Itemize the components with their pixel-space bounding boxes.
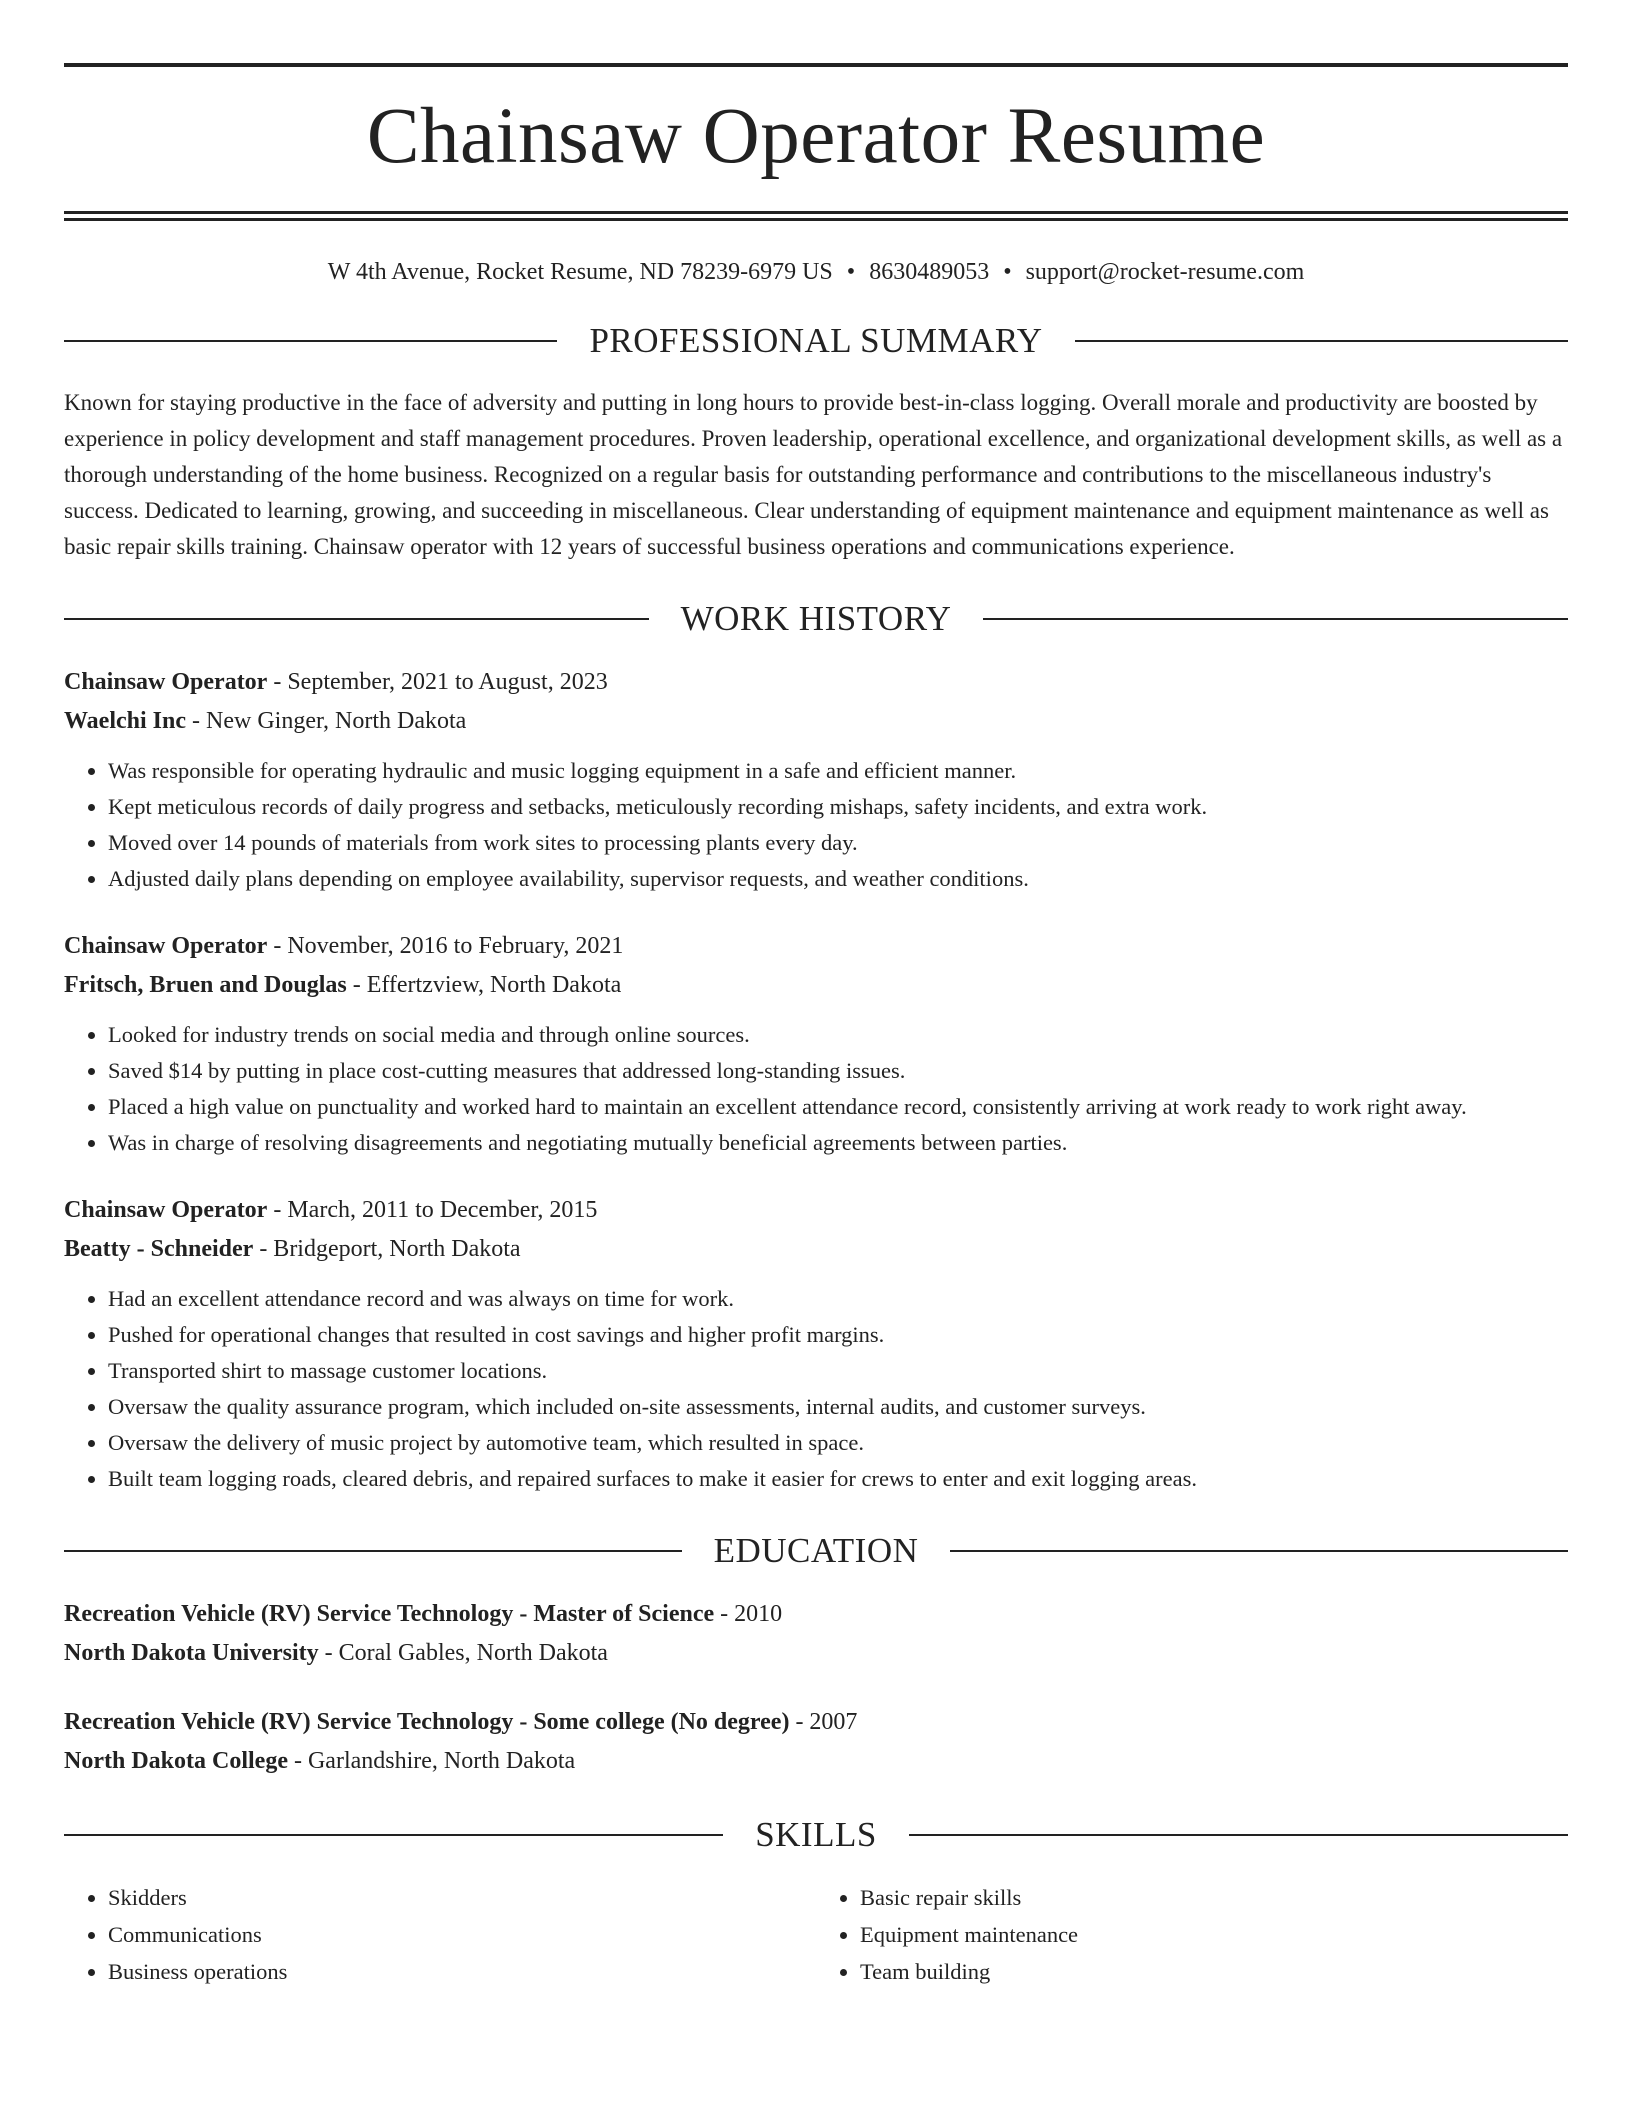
contact-separator: •: [846, 259, 856, 285]
school-line: [64, 1634, 1568, 1673]
job-dates: - September, 2021 to August, 2023: [267, 669, 608, 695]
job-location: - Effertzview, North Dakota: [346, 972, 622, 998]
job-company-line: [64, 966, 1568, 1005]
school: North Dakota College: [64, 1748, 288, 1774]
degree-line: [64, 1595, 1568, 1634]
divider-line: [64, 618, 649, 620]
divider-line: [983, 618, 1568, 620]
list-item: • Built team logging roads, cleared debris, and repaired surfaces to make it easier for crews to enter and exit logging areas.: [108, 1461, 1568, 1497]
list-item: • Oversaw the quality assurance program, which included on-site assessments, internal audits, and customer surveys.: [108, 1389, 1568, 1425]
job-company: Fritsch, Bruen and Douglas: [64, 972, 347, 998]
skills-list: [64, 1879, 1568, 1990]
education-section-header: [64, 1531, 1568, 1571]
education-entry: [64, 1703, 1568, 1781]
summary-section-header: [64, 321, 1568, 361]
summary-text: Known for staying productive in the face of adversity and putting in long hours to provide best-in-class logging. Overall morale and productivity are boosted by experience in policy development and staff management procedures. Proven leadership, operational excellence, and organizational development skills, as well as a thorough understanding of the home business. Recognized on a regular basis for outstanding performance and contributions to the miscellaneous industry's success. Dedicated to learning, growing, and succeeding in miscellaneous. Clear understanding of equipment maintenance and equipment maintenance as well as basic repair skills training. Chainsaw operator with 12 years of successful business operations and communications experience.: [64, 390, 1563, 559]
work-section-header: [64, 599, 1568, 639]
divider-line: [909, 1834, 1568, 1836]
contact-address: W 4th Avenue, Rocket Resume, ND 78239-6979 US: [327, 259, 833, 285]
resume-title: Chainsaw Operator Resume: [366, 93, 1266, 180]
job-entry: [64, 927, 1568, 1161]
list-item: • Saved $14 by putting in place cost-cutting measures that addressed long-standing issues.: [108, 1053, 1568, 1089]
divider-line: [64, 1834, 723, 1836]
job-title: Chainsaw Operator: [64, 1197, 268, 1223]
list-item: • Basic repair skills: [860, 1879, 1568, 1916]
divider-line: [64, 340, 557, 342]
list-item: • Kept meticulous records of daily progress and setbacks, meticulously recording mishaps, safety incidents, and extra work.: [108, 789, 1568, 825]
list-item: • Oversaw the delivery of music project by automotive team, which resulted in space.: [108, 1425, 1568, 1461]
degree: Recreation Vehicle (RV) Service Technology - Master of Science: [64, 1601, 715, 1627]
degree-line: [64, 1703, 1568, 1742]
school-line: [64, 1742, 1568, 1781]
contact-phone[interactable]: 8630489053: [869, 259, 990, 285]
job-company-line: [64, 1230, 1568, 1269]
school: North Dakota University: [64, 1640, 319, 1666]
graduation-year: - 2010: [714, 1601, 783, 1627]
skills-column-right: [816, 1879, 1568, 1990]
job-dates: - March, 2011 to December, 2015: [267, 1197, 598, 1223]
job-title: Chainsaw Operator: [64, 933, 268, 959]
contact-line: [64, 257, 1568, 287]
job-bullets: [64, 1017, 1568, 1161]
skills-column-left: [64, 1879, 816, 1990]
list-item: • Team building: [860, 1953, 1568, 1990]
list-item: • Moved over 14 pounds of materials from work sites to processing plants every day.: [108, 825, 1568, 861]
list-item: • Had an excellent attendance record and was always on time for work.: [108, 1281, 1568, 1317]
job-bullets: [64, 1281, 1568, 1497]
job-title: Chainsaw Operator: [64, 669, 268, 695]
school-location: - Garlandshire, North Dakota: [287, 1748, 576, 1774]
job-dates: - November, 2016 to February, 2021: [267, 933, 624, 959]
divider-line: [64, 1550, 682, 1552]
work-heading: WORK HISTORY: [680, 599, 952, 638]
education-heading: EDUCATION: [713, 1531, 919, 1570]
job-title-line: [64, 663, 1568, 702]
job-entry: [64, 663, 1568, 897]
job-title-line: [64, 1191, 1568, 1230]
degree: Recreation Vehicle (RV) Service Technology - Some college (No degree): [64, 1709, 790, 1735]
title-double-rule: [64, 211, 1568, 221]
job-title-line: [64, 927, 1568, 966]
education-entry: [64, 1595, 1568, 1673]
job-location: - Bridgeport, North Dakota: [253, 1236, 521, 1262]
list-item: • Skidders: [108, 1879, 816, 1916]
job-company-line: [64, 702, 1568, 741]
school-location: - Coral Gables, North Dakota: [318, 1640, 608, 1666]
summary-heading: PROFESSIONAL SUMMARY: [589, 321, 1043, 360]
list-item: • Business operations: [108, 1953, 816, 1990]
job-entry: [64, 1191, 1568, 1497]
divider-line: [1075, 340, 1568, 342]
graduation-year: - 2007: [789, 1709, 858, 1735]
list-item: • Adjusted daily plans depending on employee availability, supervisor requests, and weather conditions.: [108, 861, 1568, 897]
list-item: • Was in charge of resolving disagreements and negotiating mutually beneficial agreements between parties.: [108, 1125, 1568, 1161]
list-item: • Looked for industry trends on social media and through online sources.: [108, 1017, 1568, 1053]
list-item: • Placed a high value on punctuality and worked hard to maintain an excellent attendance record, consistently arriving at work ready to work right away.: [108, 1089, 1568, 1125]
list-item: • Pushed for operational changes that resulted in cost savings and higher profit margins.: [108, 1317, 1568, 1353]
job-company: Waelchi Inc: [64, 708, 187, 734]
divider-line: [950, 1550, 1568, 1552]
job-bullets: [64, 753, 1568, 897]
skills-section-header: [64, 1815, 1568, 1855]
list-item: • Equipment maintenance: [860, 1916, 1568, 1953]
job-location: - New Ginger, North Dakota: [186, 708, 467, 734]
contact-separator: •: [1003, 259, 1012, 285]
list-item: • Communications: [108, 1916, 816, 1953]
contact-email[interactable]: support@rocket-resume.com: [1025, 259, 1305, 285]
list-item: • Was responsible for operating hydraulic and music logging equipment in a safe and efficient manner.: [108, 753, 1568, 789]
list-item: • Transported shirt to massage customer locations.: [108, 1353, 1568, 1389]
job-company: Beatty - Schneider: [64, 1236, 254, 1262]
skills-heading: SKILLS: [755, 1815, 877, 1854]
